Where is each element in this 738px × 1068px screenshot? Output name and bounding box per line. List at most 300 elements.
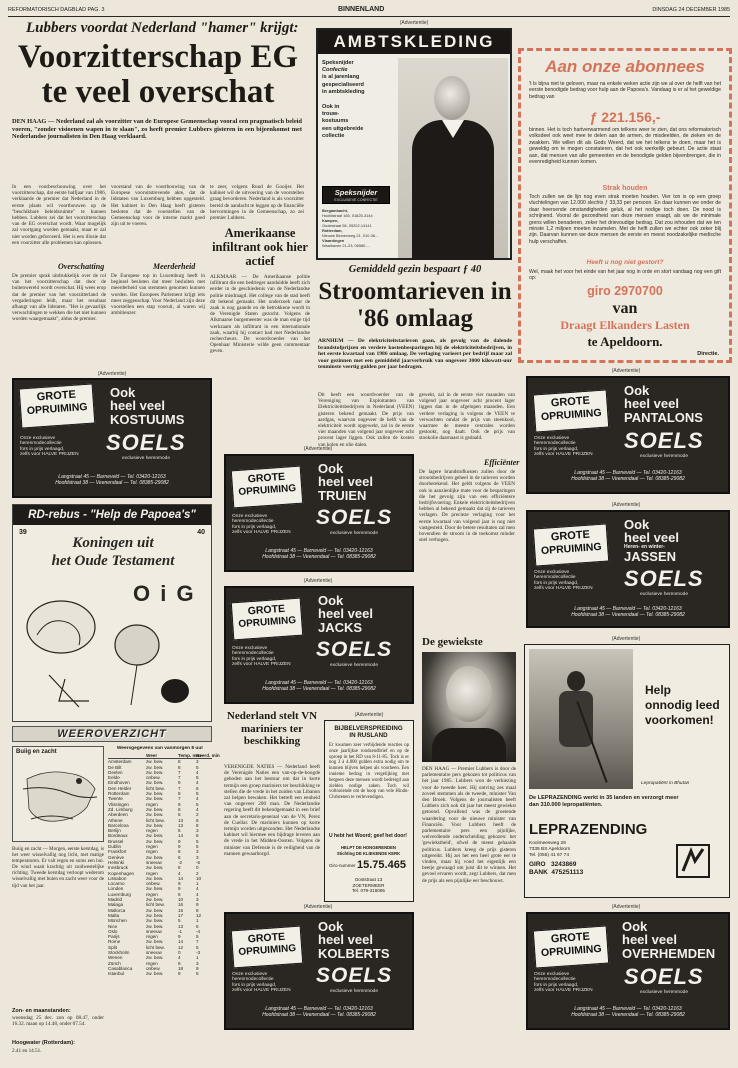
weer-cell: 5	[196, 844, 199, 850]
ook-line: heel veel	[624, 530, 679, 546]
lepra-text1: De LEPRAZENDING werkt in 35 landen en verzorgt meer	[529, 795, 679, 801]
addr-line: Nieuwe Binnenweg 21, 010-36...	[322, 233, 379, 238]
ook-line: Ook	[624, 383, 650, 398]
weer-cell: 15	[178, 907, 184, 913]
ook-text	[318, 462, 373, 502]
rebus-number-39: 39	[19, 529, 27, 536]
weer-cell: 6	[196, 923, 199, 929]
weer-cell: 9	[196, 902, 199, 908]
weer-cell: Oslo	[108, 928, 118, 934]
weer-cell: 14	[178, 875, 184, 881]
amerikaanse-headline: Amerikaanse infiltrant ook hier actief	[212, 226, 308, 268]
weer-cell: 3	[196, 759, 199, 765]
weer-cell: 7	[196, 939, 199, 945]
weer-cell: regen	[146, 844, 158, 850]
weer-cell: regen	[146, 828, 158, 834]
weer-cell: 9	[178, 971, 181, 977]
soels-ad-truien	[224, 454, 414, 572]
lepra-help1: Help	[645, 683, 672, 697]
bijbel-label: (Advertentie)	[354, 712, 384, 718]
info-line: zelfs voor HALVE PRIJZEN	[232, 988, 291, 994]
soels-ad-pantalons	[526, 376, 730, 494]
weer-cell: Nice	[108, 923, 118, 929]
map-marker	[76, 778, 82, 784]
ook-text	[624, 384, 703, 424]
weer-cell: 3	[196, 897, 199, 903]
rebus-anchor-drawing	[49, 675, 89, 707]
weer-cell: licht bew.	[146, 902, 165, 908]
lepra-help3: voorkomen!	[645, 713, 714, 727]
weer-cell: 1	[196, 881, 199, 887]
info-line: zelfs voor HALVE PRIJZEN	[534, 586, 593, 592]
weer-cell: 3	[196, 828, 199, 834]
addr-line: Bergambacht,	[322, 208, 348, 213]
tag-line1: GROTE	[247, 470, 286, 486]
weer-cell: 10	[196, 875, 202, 881]
lepra-name: LEPRAZENDING	[529, 821, 648, 838]
ambtskleding-line: kostuums	[322, 118, 349, 125]
weer-cell: 8	[178, 764, 181, 770]
addr-line: Vlaardingen	[322, 238, 345, 243]
weer-cell: Bordeaux	[108, 833, 128, 839]
weer-cell: zw. bew.	[146, 886, 164, 892]
lead-sub-overschatting: Overschatting	[58, 262, 105, 271]
abonnees-signature: Directie.	[697, 351, 719, 357]
weer-cell: 9	[178, 881, 181, 887]
bijbel-text: Er kwamen zeer verbijdende reacties op onze jaarlijkse rondzendbrief en op de oproep in het RD van 8-11-85. Toch is er nog 3 à 4.000 gulden extra nodig om te kunnen blijven helpen als voorheen. Een innieme bedrag in vergelijking met hetgeen deze mensen wordt bedreigd aan zielden nodige zaken. Toch wil voltooiende om de hoop van vele Hindu-Christenen te verlevendigen.	[329, 743, 409, 801]
weer-cell: Brussel	[108, 838, 124, 844]
weer-cell: 8	[178, 865, 181, 871]
stroom-col2b: De lagere brandstofkosten zullen door de stroombedrijven geheel in de tarieven worden doorberekend. Het geldt volgens de VEEN ook in aanzienlijke mate voor de besparingen die het gevolg zijn van een efficiëntere bedrijfsvoering. Enkele elektriciteitsbedrijven hebben al bekend gemaakt dat zij de tarieven verlagen. De precieze verlaging voor het eerste kwartaal van volgend jaar is nog niet vastgesteld. Door de betere resultaten zal men bovendien de stroom in de toekomst minder snel verhogen.	[419, 469, 515, 544]
soels-label: (Advertentie)	[303, 446, 333, 452]
weer-cell: zw. bew.	[146, 854, 164, 860]
weer-table-body	[108, 759, 212, 976]
rebus-number-40: 40	[197, 529, 205, 536]
soels-extra: Heren- en winter-	[624, 543, 665, 550]
weer-cell: 18	[178, 965, 184, 971]
ook-line: Ook	[624, 517, 650, 532]
speksnijder-logo-sub: EXCLUSIEVE CONFECTIE	[334, 198, 378, 202]
weer-cell: Istanbul	[108, 971, 125, 977]
ook-line: heel veel	[622, 932, 677, 948]
stroom-intro: ARNHEM — De elektriciteitstarieven gaan, als gevolg van de dalende brandstofprijzen en verdere kostenbesparingen bij de elektriciteitsbedrijven, in het eerste kwartaal van 1986 omlaag. De verlaging varieert per bedrijf maar zal voor gezinnen met een gemiddeld jaarverbruik van ongeveer 3000 kilowatt-uur tenminste veertig gulden per jaar bedragen.	[318, 338, 512, 371]
weer-cell: 13	[178, 822, 184, 828]
weer-cell: zw. bew.	[146, 923, 164, 929]
tag-line1: GROTE	[550, 528, 591, 544]
ambtskleding-line: een uitgebreide	[322, 125, 364, 132]
ambtskleding-line: gespecialiseerd	[322, 81, 364, 88]
addr-line: Langstraat 45 — Barneveld — Tel. 03420-12163	[265, 1006, 373, 1012]
weer-cell: licht bew.	[146, 944, 165, 950]
info-line: fors in prijs verlaagd,	[534, 580, 579, 586]
lepra-bank: 475251113	[551, 869, 584, 876]
soels-sub: exclusieve herenmode	[330, 989, 378, 994]
abonnees-org1: Draagt Elkanders Lasten	[560, 318, 690, 332]
weer-cell: regen	[146, 934, 158, 940]
soels-sub: exclusieve herenmode	[640, 592, 688, 597]
weer-cell: 7	[178, 796, 181, 802]
weer-cell: zw. bew.	[146, 838, 164, 844]
lepra-address	[529, 841, 570, 858]
weer-cell: 5	[196, 764, 199, 770]
ambtskleding-label: (Advertentie)	[399, 20, 429, 26]
rebus-shape	[161, 679, 189, 703]
soels-ad-jassen	[526, 510, 730, 628]
mariniers-text: VERENIGDE NATIES — Nederland heeft de Verenigde Naties een van-op-de-boogde geboden aan het bestuur om dat in korte termijn een groep mariniers ter beschikking te stellen die de vrede in het zuiden van Libanon zal helpen bewaken. Het betreft een eenheid van ongeveer 200 man. De Nederlandse regering heeft dit bekendgemaakt in een brief aan de secretaris-generaal van de VN, Perez de Cuellar. De mariniers kunnen op korte termijn worden uitgezonden. Het Nederlandse kabinet wil hiermee een bijdrage leveren aan de vrede in het Midden-Oosten. Volgens de minister van Defensie is de veiligheid van de mannen gewaarborgd.	[224, 764, 320, 857]
stroom-sub-efficienter: Efficiënter	[484, 458, 520, 467]
lubbers-face	[446, 666, 492, 722]
weer-cell: 4	[196, 780, 199, 786]
weer-cell: zw. bew.	[146, 796, 164, 802]
weer-cell: De Bilt	[108, 764, 122, 770]
ook-line: Ook	[318, 919, 344, 934]
addr-line: Langstraat 45 — Barneveld — Tel. 03420-12163	[265, 680, 373, 686]
lead-col1b: De premier sprak uitdrukkelijk over de rol van het voorzitterschap dat door de buitenwereld wordt overschat. Hij wees erop dat de premier van het voorzitterland de vergaderingen leidt, maar het resultaat afhangt van alle lidstaten. "Het is gevaarlijk verwachtingen te wekken die het niet kunnen worden waargemaakt", aldus de premier.	[12, 273, 106, 323]
weer-cell: Den Helder	[108, 785, 132, 791]
weer-cell: 8	[178, 791, 181, 797]
lubbers-suit	[432, 728, 506, 762]
abonnees-p3: Toch zullen we de lijn nog even strak moeten houden. Vier ton is op een groep vluchtelingen van 12.000 slechts ƒ 33,33 per persoon. En daar kunnen we onder de daar heersende omstandigheden geluk, al het nodige toch doen. De nood is schrijnend. Vooral de gezondheid van deze mensen vraagt, als we de minimale grens willen benaderen, zeker het drievoudige bedrag. Dat zou inhouden dat we ten minste 1,2 miljoen moeten inzamelen. Met de helft zullen we echter ook zeker blij zijn. Daarvan kunnen we deze mensen de eerste en meest noodzakelijke medische hulp verschaffen.	[529, 194, 721, 245]
addr-line: Tel. (055) 41 67 74	[529, 852, 570, 858]
info-line: Onze exclusieve	[20, 436, 56, 441]
opruiming-tag	[19, 383, 96, 428]
weer-cell: 6	[196, 785, 199, 791]
lepra-help	[645, 683, 727, 728]
lepra-figure-body	[559, 691, 593, 747]
abonnees-title: Aan onze abonnees	[545, 57, 705, 76]
info-line: fors in prijs verlaagd,	[232, 524, 277, 530]
addr-line: Hoofdstraat 38 — Veenendaal — Tel. 08385-29082	[571, 612, 685, 618]
soels-info	[232, 972, 291, 994]
ambtskleding-photo	[398, 58, 508, 258]
ook-line: Ook	[318, 461, 344, 476]
weer-cell: 9	[196, 965, 199, 971]
weer-cell: zw. bew.	[146, 865, 164, 871]
weer-cell: 4	[196, 796, 199, 802]
soels-ad-kostuums	[12, 378, 212, 498]
weer-cell: Madrid	[108, 897, 123, 903]
rebus-letters: O i G	[133, 581, 196, 606]
man-robe	[412, 120, 494, 260]
stroom-col2: gewekt, zal in de eerste vier maanden van volgend jaar ongeveer acht procent lager liggen dan in de afgelopen maanden. Een verdere verlaging is volgens de VEEN te verwachten omdat de prijs van steenkool, waarmee de meeste centrales worden gestookt, nog daalt. Ook de prijs van stookolie daarnaast is gedaald.	[419, 392, 515, 442]
weer-hoog: 2.41 en 14.51.	[12, 1048, 42, 1054]
weer-col-header: Neerd. min	[196, 753, 220, 758]
weer-cell: 1	[196, 955, 199, 961]
soels-ad-jacks	[224, 586, 414, 704]
bijbel-address	[325, 877, 412, 894]
weer-cell: zw. bew.	[146, 812, 164, 818]
weer-cell: zw. bew.	[146, 912, 164, 918]
weer-cell: 5	[196, 775, 199, 781]
weer-cell: zw. bew.	[146, 791, 164, 797]
weer-cell: zw. bew.	[146, 875, 164, 881]
weer-map	[12, 746, 104, 842]
lead-headline: Voorzitterschap EG te veel overschat	[17, 39, 299, 110]
addr-line: Kampen,	[322, 218, 339, 223]
info-line: zelfs voor HALVE PRIJZEN	[20, 452, 79, 458]
weer-cell: 4	[178, 955, 181, 961]
weer-cell: -2	[178, 859, 183, 865]
ambtskleding-title: AMBTSKLEDING	[318, 30, 510, 54]
weer-cell: 3	[196, 854, 199, 860]
weer-cell: Locarno	[108, 881, 125, 887]
lead-sub-meerderheid: Meerderheid	[153, 262, 196, 271]
lepra-text2: dan 310.000 lepropatiënten.	[529, 802, 603, 808]
weer-cell: 2	[196, 812, 199, 818]
lepra-text	[529, 795, 725, 809]
abonnees-question: Heeft u nog niet gestort?	[586, 259, 664, 266]
addr-line: Langstraat 45 — Barneveld — Tel. 03420-12163	[58, 474, 166, 480]
weer-cell: zw. bew.	[146, 955, 164, 961]
weer-cell: onbew.	[146, 881, 161, 887]
info-line: zelfs voor HALVE PRIJZEN	[232, 662, 291, 668]
addr-line: Oudestraat 56, 05202-14141	[322, 223, 372, 228]
weer-cell: zw. bew.	[146, 897, 164, 903]
soels-info	[534, 436, 593, 458]
lepra-giro: 3243869	[551, 861, 577, 868]
amerikaanse-article	[210, 226, 310, 371]
weer-cell: 9	[178, 780, 181, 786]
abonnees-amount: ƒ 221.156,-	[589, 109, 661, 125]
weer-cell: Barcelona	[108, 822, 129, 828]
soels-address	[14, 474, 210, 486]
lepra-figure-head	[567, 671, 585, 691]
info-line: Onze exclusieve	[534, 570, 570, 575]
masthead	[8, 6, 730, 16]
weer-cell: Parijs	[108, 934, 120, 940]
weer-cell: -5	[196, 859, 201, 865]
soels-item: PANTALONS	[624, 409, 703, 425]
opruiming-tag	[231, 926, 303, 969]
weer-cell: 9	[178, 934, 181, 940]
weer-cell: Rome	[108, 939, 121, 945]
speksnijder-logo-text: Speksnijder	[334, 188, 378, 197]
addr-line: Langstraat 45 — Barneveld — Tel. 03420-12163	[265, 548, 373, 554]
weer-map-title: Buiig en zacht	[16, 749, 57, 755]
tag-line2: OPRUIMING	[540, 942, 602, 960]
opruiming-tag	[533, 523, 609, 566]
info-line: Onze exclusieve	[232, 972, 268, 977]
weer-cell: 10	[178, 897, 184, 903]
weer-title: WEEROVERZICHT	[57, 728, 167, 740]
weer-cell: Mallorca	[108, 907, 126, 913]
weer-cell: 8	[196, 822, 199, 828]
weer-cell: Rotterdam	[108, 791, 130, 797]
bijbel-giro: 15.75.465	[357, 859, 406, 871]
abonnees-strak-head: Strak houden	[602, 185, 648, 192]
info-line: fors in prijs verlaagd,	[20, 446, 65, 452]
weer-cell: 5	[196, 791, 199, 797]
addr-line: Langstraat 45 — Barneveld — Tel. 03420-12163	[574, 606, 682, 612]
weer-cell: zw. bew.	[146, 759, 164, 765]
weer-cell: 4	[178, 870, 181, 876]
rebus-cloud-drawing	[27, 601, 95, 653]
stroom-kicker: Gemiddeld gezin bespaart ƒ 40	[348, 264, 482, 275]
weer-cell: sneeuw	[146, 928, 162, 934]
weer-banner	[12, 726, 212, 742]
addr-line: Hoofdstraat 38 — Veenendaal — Tel. 08385-29082	[571, 476, 685, 482]
opruiming-tag	[533, 389, 609, 432]
soels-label: (Advertentie)	[611, 904, 641, 910]
abonnees-p1: 't Is bijna niet te geloven, maar na enkele weken actie zijn we al over de helft van het eerste benodigde bedrag voor hulp aan de Papoea's. Vandaag is er al het geweldige bedrag van	[529, 81, 721, 100]
lead-col3: te zeer, volgens Ruud de Gooijer. Het kabinet wil de uitvoering van de voorstellen graag bevorderen. Nederland is als voorzitter bereid de aandacht te leggen op de financiële hervormingen in de Gemeenschap, zo zei premier Lubbers.	[210, 184, 304, 222]
ook-text	[318, 594, 373, 634]
bijbel-org1: HELPT DE HONGERENDEN	[341, 845, 396, 850]
tag-line1: GROTE	[247, 930, 286, 946]
opruiming-tag	[231, 466, 303, 509]
soels-address	[528, 606, 728, 618]
soels-logo: SOELS	[316, 506, 393, 529]
bijbel-giro-label: Giro-nummer	[329, 863, 356, 868]
weer-cell: zw. bew.	[146, 764, 164, 770]
info-line: zelfs voor HALVE PRIJZEN	[232, 530, 291, 536]
soels-sub: exclusieve herenmode	[640, 454, 688, 459]
soels-label: (Advertentie)	[611, 502, 641, 508]
lead-intro: DEN HAAG — Nederland zal als voorzitter van de Europese Gemeenschap vooral een pragmatisch beleid voeren, "zonder visioenen wapen in te slaan", zo heeft premier Lubbers gisteren in een bijeenkomst met Nederlandse journalisten in Den Haag verklaard.	[12, 118, 302, 141]
weer-cell: licht bew.	[146, 817, 165, 823]
weer-cell: Eelde	[108, 775, 120, 781]
weer-cell: Lissabon	[108, 875, 127, 881]
soels-item: OVERHEMDEN	[622, 945, 716, 961]
info-line: herenmodecollectie	[232, 977, 274, 983]
soels-item: JASSEN	[624, 548, 677, 564]
ambtskleding-line: collectie	[322, 132, 345, 139]
gewiekste-title: De gewiekste	[422, 636, 483, 648]
soels-address	[226, 1006, 412, 1018]
weer-cell: 7	[178, 775, 181, 781]
lepra-ad	[524, 644, 730, 898]
lepra-bank-label: BANK	[529, 869, 548, 876]
info-line: fors in prijs verlaagd,	[534, 446, 579, 452]
gewiekste-article	[418, 636, 518, 1032]
tag-line2: OPRUIMING	[540, 406, 602, 424]
weer-cell: Split	[108, 944, 117, 950]
weer-cell: 6	[178, 891, 181, 897]
addr-line: Tel. 079-316085	[352, 888, 385, 894]
weer-cell: Casablanca	[108, 965, 133, 971]
addr-line: ZOETERMEER	[352, 882, 385, 888]
weer-cell: Londen	[108, 886, 124, 892]
weer-cell: 1	[196, 918, 199, 924]
soels-item: KOSTUUMS	[110, 411, 185, 427]
soels-logo: SOELS	[624, 566, 704, 591]
mariniers-headline: Nederland stelt VN mariniers ter beschikking	[226, 710, 318, 747]
weer-cell: Zd. Limburg	[108, 806, 133, 812]
weer-cell: Stockholm	[108, 949, 130, 955]
bijbel-title1: BIJBELVERSPREIDING	[334, 725, 403, 732]
weer-cell: sneeuw	[146, 859, 162, 865]
weer-text: Buiig en zacht — Morgen, eerste kerstdag, is het weer wisselvallig nog licht, met matige temperaturen. Er valt regen en soms een bui. De wind waait krachtig uit zuidwestelijke richting. Tweede kerstdag verloopt wederom wisselvallig met buien en zacht weer voor de tijd van het jaar.	[12, 846, 104, 889]
lead-kicker: Lubbers voordat Nederland "hamer" krijgt:	[26, 20, 299, 36]
weer-cell: 14	[178, 939, 184, 945]
info-line: herenmodecollectie	[232, 519, 274, 525]
weer-cell: Aberdeen	[108, 812, 128, 818]
info-line: herenmodecollectie	[534, 575, 576, 581]
soels-label: (Advertentie)	[611, 368, 641, 374]
info-line: herenmodecollectie	[20, 441, 62, 447]
weer-cell: 13	[178, 817, 184, 823]
weer-cell: regen	[146, 891, 158, 897]
info-line: Onze exclusieve	[232, 646, 268, 651]
weer-cell: Zürich	[108, 960, 121, 966]
ambtskleding-line: Confectie	[322, 67, 348, 74]
soels-logo: SOELS	[624, 428, 704, 453]
weer-cell: -1	[178, 928, 183, 934]
abonnees-box	[518, 48, 732, 363]
tag-line2: OPRUIMING	[238, 614, 297, 630]
ook-line: heel veel	[318, 932, 373, 948]
weer-cell: 5	[196, 801, 199, 807]
ook-line: Ook	[318, 593, 344, 608]
soels-ad-overhemden	[526, 912, 730, 1030]
addr-line: Ooststraat 13	[354, 877, 383, 882]
soels-item: JACKS	[318, 619, 363, 635]
weather-map	[17, 759, 101, 839]
opruiming-tag	[533, 925, 609, 968]
weer-cell: 7	[178, 785, 181, 791]
masthead-paper: REFORMATORISCH DAGBLAD PAG. 3	[8, 7, 105, 13]
weer-col-header: Temp. max	[178, 753, 202, 758]
info-line: herenmodecollectie	[534, 441, 576, 447]
weer-cell: 6	[178, 812, 181, 818]
addr-line: Hoofdstraat 38 — Veenendaal — Tel. 08385-29082	[262, 1012, 376, 1018]
soels-sub: exclusieve herenmode	[330, 663, 378, 668]
weer-cell: Kopenhagen	[108, 870, 135, 876]
bijbel-title2: IN RUSLAND	[349, 732, 388, 739]
soels-logo: SOELS	[316, 638, 393, 661]
ambtskleding-ad	[316, 28, 512, 260]
weer-cell: 8	[178, 759, 181, 765]
soels-address	[226, 680, 412, 692]
weer-cell: 2	[196, 870, 199, 876]
weer-cell: Amsterdam	[108, 759, 132, 765]
weer-cell: 17	[178, 912, 184, 918]
weer-table-title: Weersgegevens van vanmorgen 8 uur	[116, 746, 204, 751]
rebus-title: RD-rebus - "Help de Papoea's"	[13, 505, 211, 525]
lead-col1: In een voorbeschouwing over het voorzitterschap, dat eerste halfjaar van 1986, verklaarde de premier dat Nederland in de eerste plaats wil voortbouwen op de "beschikbare beleidsruimte" te kunnen hebben. Lubbers zei dat het voorzitterschap van de EG overschat wordt. Waar mogelijk zal voortgang worden gemaakt, maar er zal niet worden geforceerd. Het is een illusie dat een voorzitter alle problemen kan oplossen.	[12, 184, 106, 246]
info-line: zelfs voor HALVE PRIJZEN	[534, 988, 593, 994]
weer-cell: 5	[196, 944, 199, 950]
ambtskleding-line: is al jarenlang	[322, 74, 360, 81]
weer-cell: 0	[196, 865, 199, 871]
weer-cell: Malta	[108, 912, 120, 918]
abonnees-org2: te Apeldoorn.	[587, 334, 663, 349]
weer-cell: -3	[196, 949, 201, 955]
tag-line2: OPRUIMING	[540, 540, 602, 558]
rebus-banner2: het Oude Testament	[51, 553, 175, 569]
lepra-caption: Lepropatiënt in Bhutan	[641, 781, 690, 786]
soels-address	[226, 548, 412, 560]
weer-cell: 12	[196, 912, 202, 918]
rebus-banner1: Koningen uit	[72, 535, 154, 551]
abonnees-p2: binnen. Het is toch hartverwarmend om telkens weer te zien, dat ons reformatorisch volksdeel ook weet mee te delen aan de armen, de misdeelden, de zieken en de zwakken. We willen dit als Gods Weerd, dat we het telkens te doen, maar het is geweldig om te mogen constateren, dat het ook werkelijk gebeurt. De actie staat aan, dat mensen van alle gemeenten en de benodigde gelden bijeenbrengen, die in evenredigheid kunnen komen.	[529, 127, 721, 166]
rebus	[12, 504, 212, 722]
ambtskleding-line: trouw-	[322, 111, 340, 118]
weer-cell: 3	[196, 960, 199, 966]
tag-line1: GROTE	[550, 930, 591, 946]
masthead-rule	[8, 16, 730, 17]
weer-zon-head: Zon- en maanstanden:	[12, 1008, 71, 1014]
ambtskleding-line: Ook in	[322, 104, 340, 111]
weer-cell: 5	[178, 828, 181, 834]
soels-address	[528, 470, 728, 482]
info-line: fors in prijs verlaagd,	[232, 656, 277, 662]
weer-cell: zw. bew.	[146, 822, 164, 828]
soels-logo: SOELS	[106, 430, 186, 455]
soels-logo: SOELS	[624, 964, 704, 989]
abonnees-van: van	[612, 300, 638, 317]
soels-sub: exclusieve herenmode	[640, 990, 688, 995]
